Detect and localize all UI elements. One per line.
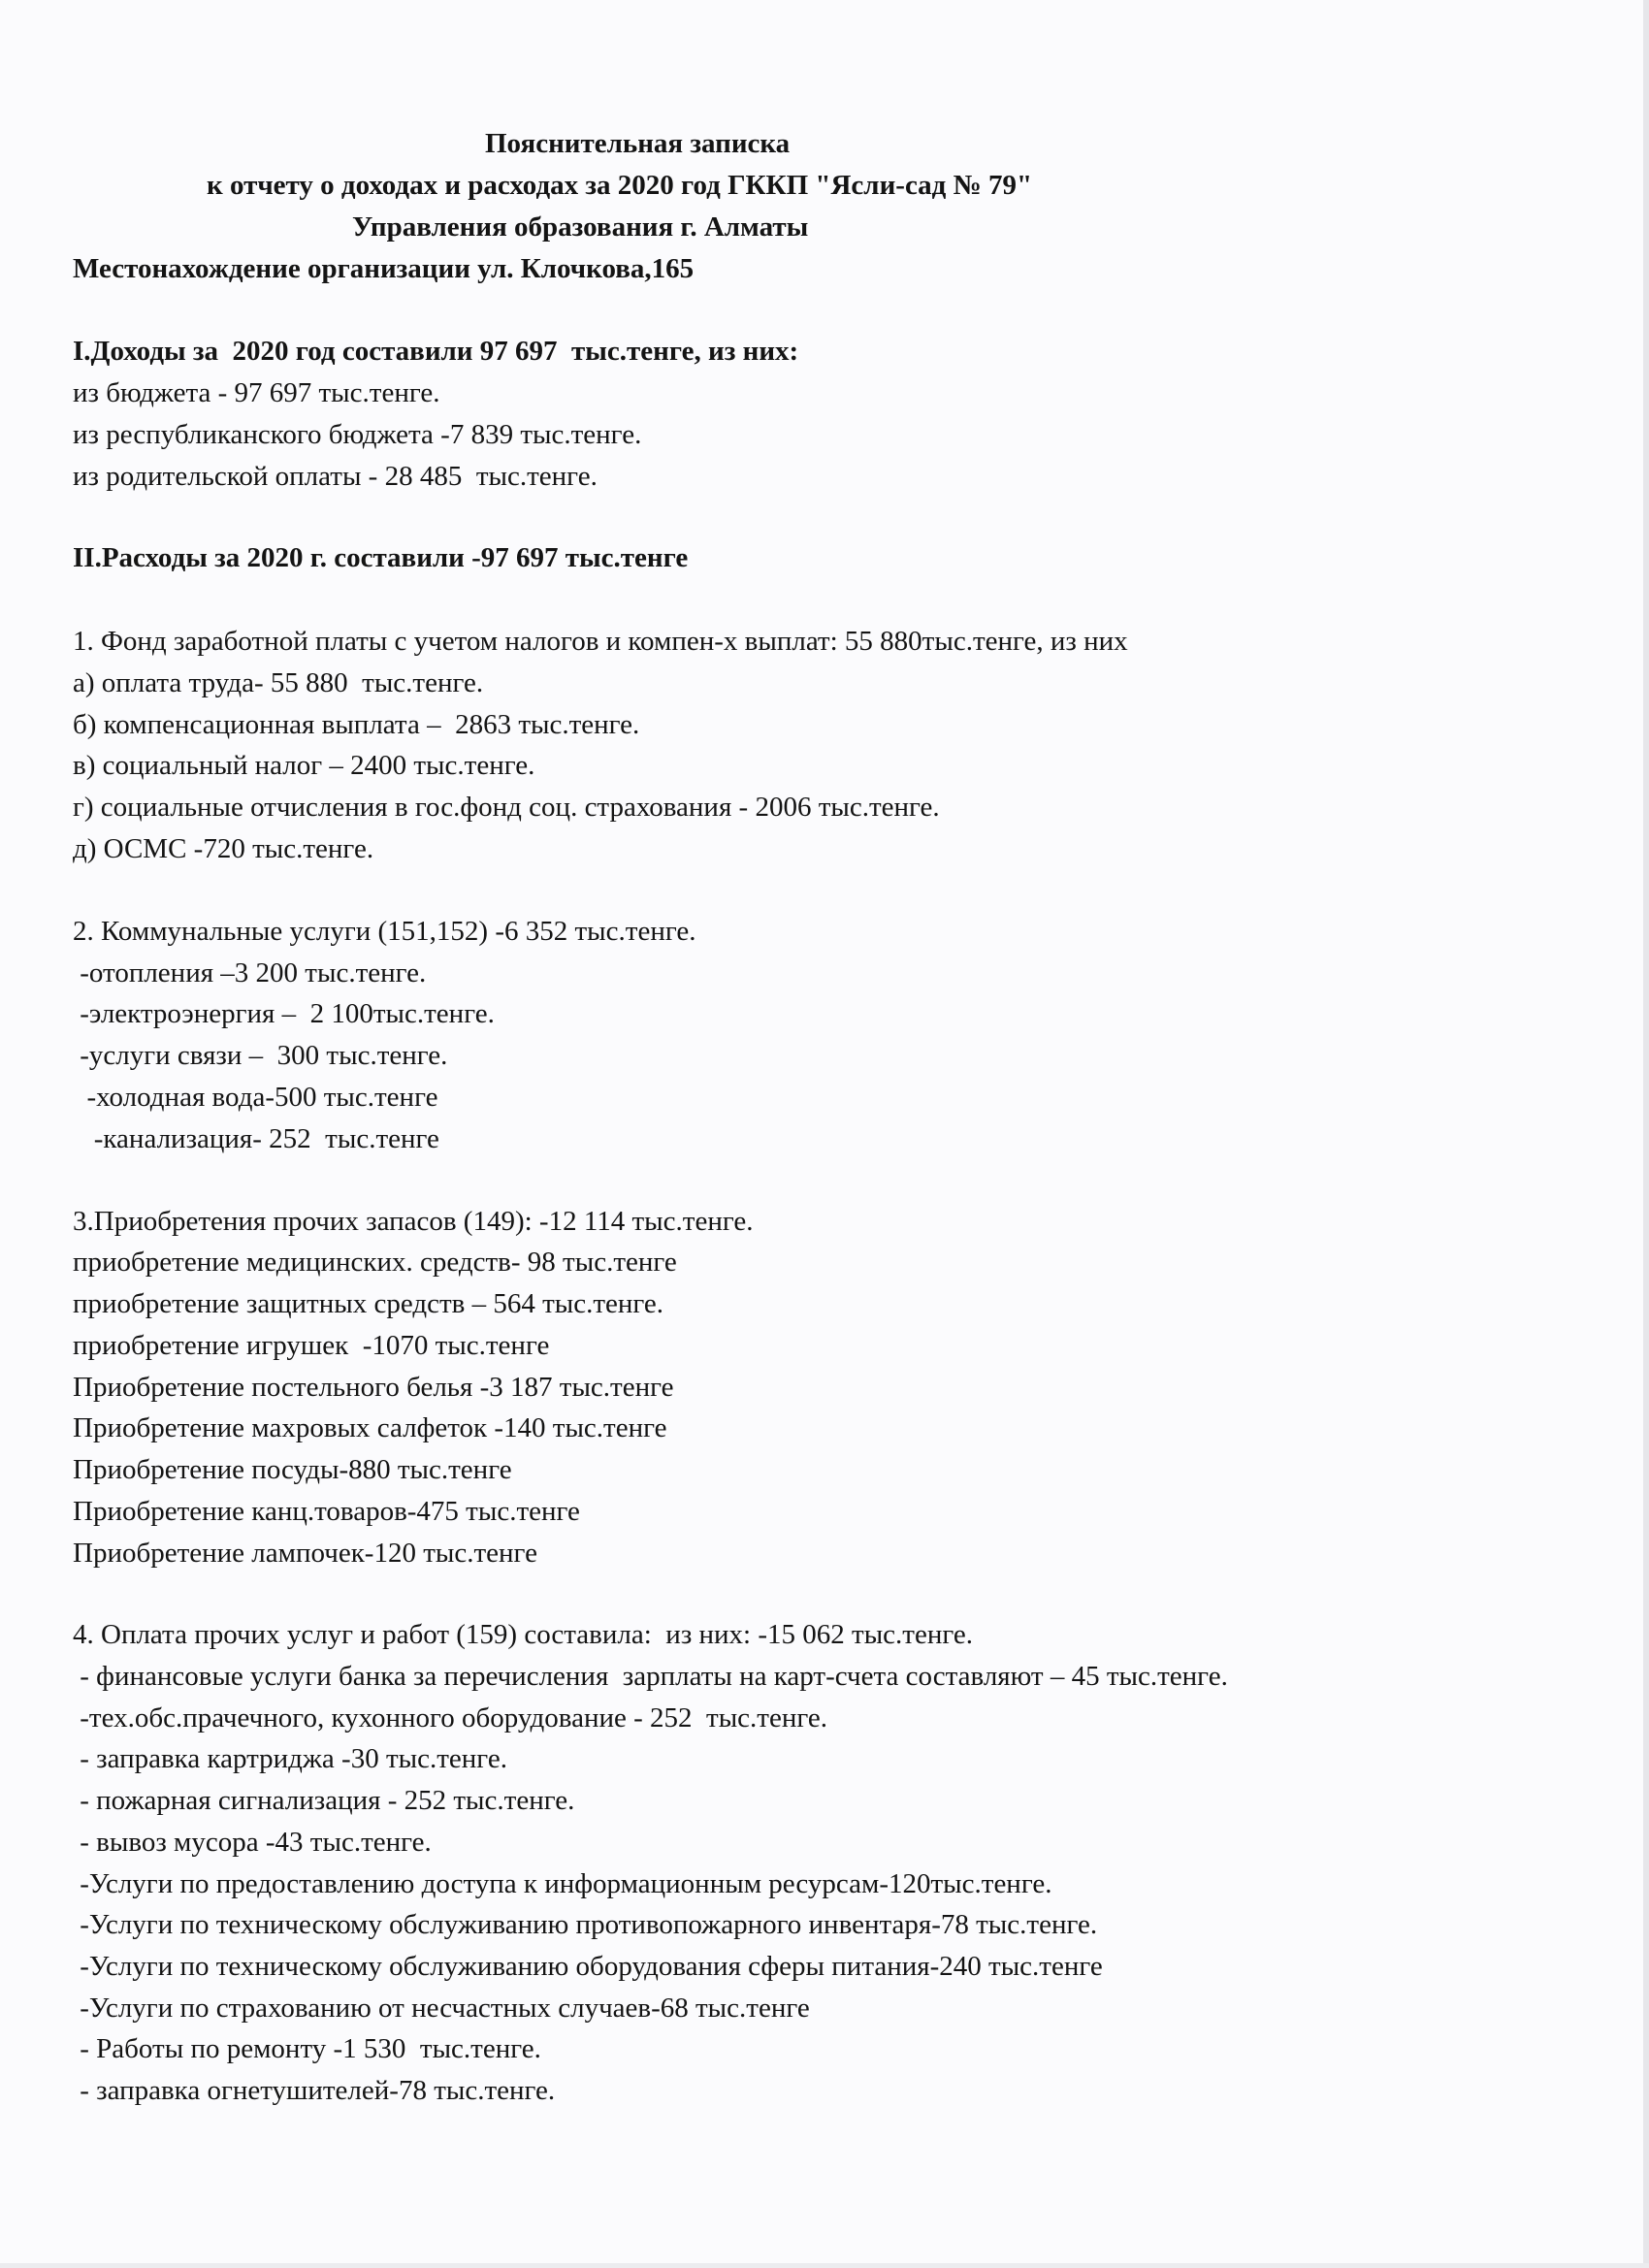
supplies-line: Приобретение лампочек-120 тыс.тенге: [73, 1538, 537, 1569]
supplies-line: Приобретение махровых салфеток -140 тыс.тенге: [73, 1412, 667, 1443]
supplies-line: Приобретение канц.товаров-475 тыс.тенге: [73, 1496, 580, 1527]
payroll-title: 1. Фонд заработной платы с учетом налогов и компен-х выплат: 55 880тыс.тенге, из них: [73, 626, 1128, 657]
payroll-line: а) оплата труда- 55 880 тыс.тенге.: [73, 667, 484, 698]
utilities-line: -канализация- 252 тыс.тенге: [73, 1123, 439, 1154]
page-bottom-edge: [0, 2263, 1649, 2268]
payroll-line: б) компенсационная выплата – 2863 тыс.тенге.: [73, 709, 640, 740]
utilities-line: -услуги связи – 300 тыс.тенге.: [73, 1040, 448, 1071]
income-line: из бюджета - 97 697 тыс.тенге.: [73, 377, 440, 408]
services-line: -тех.обс.прачечного, кухонного оборудование - 252 тыс.тенге.: [73, 1702, 828, 1733]
utilities-line: -электроэнергия – 2 100тыс.тенге.: [73, 998, 495, 1029]
utilities-line: -отопления –3 200 тыс.тенге.: [73, 957, 427, 988]
supplies-line: приобретение медицинских. средств- 98 тыс.тенге: [73, 1247, 677, 1278]
services-line: -Услуги по техническому обслуживанию противопожарного инвентаря-78 тыс.тенге.: [73, 1909, 1098, 1940]
services-line: -Услуги по предоставлению доступа к информационным ресурсам-120тыс.тенге.: [73, 1868, 1052, 1899]
payroll-line: г) социальные отчисления в гос.фонд соц. страхования - 2006 тыс.тенге.: [73, 792, 940, 823]
document-title: Пояснительная записка: [485, 128, 791, 159]
document-subtitle: к отчету о доходах и расходах за 2020 год ГККП "Ясли-сад № 79": [207, 170, 1033, 201]
supplies-title: 3.Приобретения прочих запасов (149): -12 114 тыс.тенге.: [73, 1206, 754, 1237]
income-line: из родительской оплаты - 28 485 тыс.тенге.: [73, 461, 598, 492]
payroll-line: д) ОСМС -720 тыс.тенге.: [73, 833, 374, 864]
services-line: -Услуги по страхованию от несчастных случаев-68 тыс.тенге: [73, 1993, 810, 2024]
services-title: 4. Оплата прочих услуг и работ (159) составила: из них: -15 062 тыс.тенге.: [73, 1619, 973, 1650]
services-line: - вывоз мусора -43 тыс.тенге.: [73, 1827, 432, 1858]
supplies-line: Приобретение посуды-880 тыс.тенге: [73, 1454, 512, 1485]
location-line: Местонахождение организации ул. Клочкова,165: [73, 253, 695, 284]
income-heading: I.Доходы за 2020 год составили 97 697 тыс.тенге, из них:: [73, 336, 799, 367]
supplies-line: Приобретение постельного белья -3 187 тыс.тенге: [73, 1372, 674, 1403]
utilities-title: 2. Коммунальные услуги (151,152) -6 352 тыс.тенге.: [73, 916, 696, 947]
services-line: - Работы по ремонту -1 530 тыс.тенге.: [73, 2033, 541, 2064]
expenses-heading: II.Расходы за 2020 г. составили -97 697 тыс.тенге: [73, 542, 689, 573]
services-line: -Услуги по техническому обслуживанию оборудования сферы питания-240 тыс.тенге: [73, 1951, 1103, 1982]
utilities-line: -холодная вода-500 тыс.тенге: [73, 1082, 438, 1113]
services-line: - заправка картриджа -30 тыс.тенге.: [73, 1743, 507, 1774]
department-line: Управления образования г. Алматы: [352, 211, 809, 243]
page-edge-shadow: [1643, 0, 1649, 2268]
supplies-line: приобретение игрушек -1070 тыс.тенге: [73, 1330, 550, 1361]
services-line: - финансовые услуги банка за перечисления зарплаты на карт-счета составляют – 45 тыс.тенге.: [73, 1661, 1228, 1692]
services-line: - заправка огнетушителей-78 тыс.тенге.: [73, 2075, 556, 2106]
income-line: из республиканского бюджета -7 839 тыс.тенге.: [73, 419, 642, 450]
services-line: - пожарная сигнализация - 252 тыс.тенге.: [73, 1785, 575, 1816]
payroll-line: в) социальный налог – 2400 тыс.тенге.: [73, 750, 535, 781]
supplies-line: приобретение защитных средств – 564 тыс.тенге.: [73, 1288, 664, 1319]
